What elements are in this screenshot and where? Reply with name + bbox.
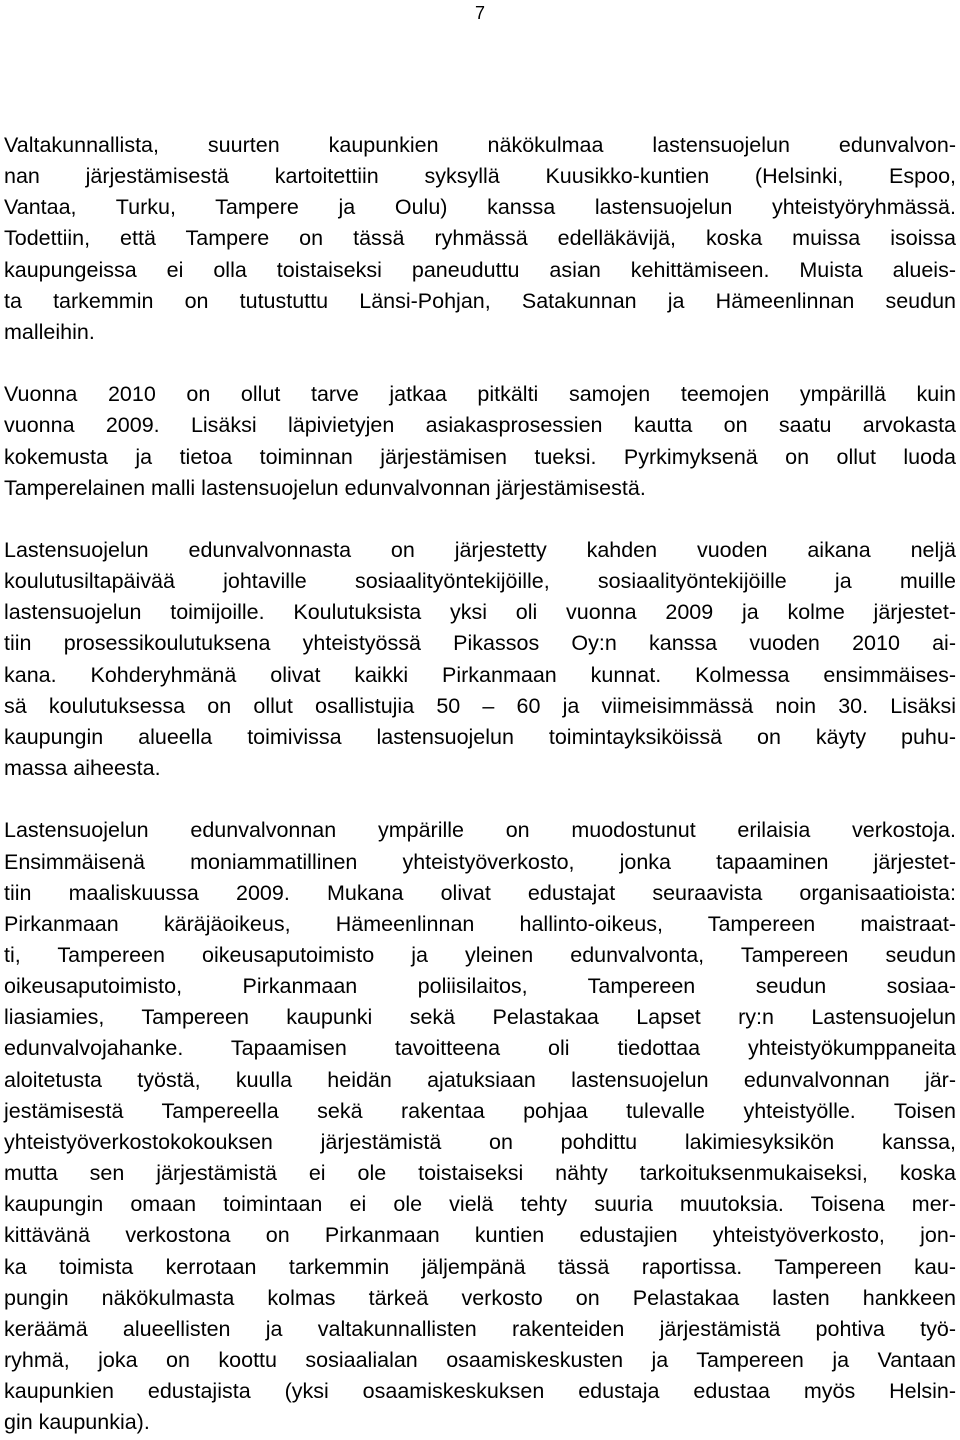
text-line: kittävänä verkostona on Pirkanmaan kuntien edustajien yhteistyöverkosto, jon- (4, 1223, 956, 1248)
text-line: Pirkanmaan käräjäoikeus, Hämeenlinnan hallinto-oikeus, Tampereen maistraat- (4, 911, 956, 936)
text-line: Valtakunnallista, suurten kaupunkien näkökulmaa lastensuojelun edunvalvon- (4, 133, 956, 157)
text-line: Tamperelainen malli lastensuojelun edunvalvonnan järjestämisestä. (4, 475, 646, 500)
text-line: Todettiin, että Tampere on tässä ryhmässä edelläkävijä, koska muissa isoissa (4, 226, 956, 251)
text-line: kaupungeissa ei olla toistaiseksi paneuduttu asian kehittämiseen. Muista alueis- (4, 257, 956, 282)
text-line: Lastensuojelun edunvalvonnan ympärille on muodostunut erilaisia verkostoja. (4, 818, 956, 843)
text-line: keräämä alueellisten ja valtakunnallisten rakenteiden järjestämistä pohtiva työ- (4, 1316, 956, 1341)
text-line: gin kaupunkia). (4, 1410, 150, 1435)
text-line: pungin näkökulmasta kolmas tärkeä verkosto on Pelastakaa lasten hankkeen (4, 1285, 956, 1310)
text-line: Ensimmäisenä moniammatillinen yhteistyöverkosto, jonka tapaaminen järjestet- (4, 849, 956, 874)
paragraph (4, 535, 956, 784)
text-line: kaupungin alueella toimivissa lastensuojelun toimintayksiköissä on käyty puhu- (4, 724, 956, 749)
paragraph (4, 130, 956, 348)
text-line: vuonna 2009. Lisäksi läpivietyjen asiakasprosessien kautta on saatu arvokasta (4, 413, 956, 438)
text-line: koulutusiltapäivää johtaville sosiaalityöntekijöille, sosiaalityöntekijöille ja muille (4, 569, 956, 594)
text-line: malleihin. (4, 319, 95, 344)
text-line: yhteistyöverkostokokouksen järjestämistä on pohdittu lakimiesyksikön kanssa, (4, 1129, 956, 1154)
text-line: mutta sen järjestämistä ei ole toistaiseksi nähty tarkoituksenmukaiseksi, koska (4, 1161, 956, 1186)
text-line: tiin prosessikoulutuksena yhteistyössä Pikassos Oy:n kanssa vuoden 2010 ai- (4, 631, 956, 656)
text-line: kaupunkien edustajista (yksi osaamiskeskuksen edustaja edustaa myös Helsin- (4, 1379, 956, 1404)
body-text (4, 130, 956, 1439)
text-line: ryhmä, joka on koottu sosiaalialan osaamiskeskusten ja Tampereen ja Vantaan (4, 1348, 956, 1373)
text-line: jestämisestä Tampereella sekä rakentaa pohjaa tulevalle yhteistyölle. Toisen (4, 1098, 956, 1123)
text-line: kana. Kohderyhmänä olivat kaikki Pirkanmaan kunnat. Kolmessa ensimmäises- (4, 662, 956, 687)
text-line: aloitetusta työstä, kuulla heidän ajatuksiaan lastensuojelun edunvalvonnan jär- (4, 1067, 956, 1092)
text-line: massa aiheesta. (4, 756, 161, 781)
text-line: ta tarkemmin on tutustuttu Länsi-Pohjan, Satakunnan ja Hämeenlinnan seudun (4, 288, 956, 313)
text-line: Vantaa, Turku, Tampere ja Oulu) kanssa lastensuojelun yhteistyöryhmässä. (4, 195, 956, 220)
text-line: tiin maaliskuussa 2009. Mukana olivat edustajat seuraavista organisaatioista: (4, 880, 956, 905)
text-line: edunvalvojahanke. Tapaamisen tavoitteena oli tiedottaa yhteistyökumppaneita (4, 1036, 956, 1061)
text-line: ti, Tampereen oikeusaputoimisto ja yleinen edunvalvonta, Tampereen seudun (4, 943, 956, 968)
text-line: Vuonna 2010 on ollut tarve jatkaa pitkälti samojen teemojen ympärillä kuin (4, 382, 956, 407)
text-line: liasiamies, Tampereen kaupunki sekä Pelastakaa Lapset ry:n Lastensuojelun (4, 1005, 956, 1030)
paragraph (4, 379, 956, 504)
text-line: nan järjestämisestä kartoitettiin syksyllä Kuusikko-kuntien (Helsinki, Espoo, (4, 164, 956, 189)
text-line: oikeusaputoimisto, Pirkanmaan poliisilaitos, Tampereen seudun sosiaa- (4, 974, 956, 999)
text-line: sä koulutuksessa on ollut osallistujia 50 – 60 ja viimeisimmässä noin 30. Lisäksi (4, 693, 956, 718)
text-line: ka toimista kerrotaan tarkemmin jäljempänä tässä raportissa. Tampereen kau- (4, 1254, 956, 1279)
text-line: kokemusta ja tietoa toiminnan järjestämisen tueksi. Pyrkimyksenä on ollut luoda (4, 444, 956, 469)
text-line: Lastensuojelun edunvalvonnasta on järjestetty kahden vuoden aikana neljä (4, 538, 956, 562)
paragraph (4, 815, 956, 1438)
text-line: lastensuojelun toimijoille. Koulutuksista yksi oli vuonna 2009 ja kolme järjestet- (4, 600, 956, 625)
text-line: kaupungin omaan toimintaan ei ole vielä tehty suuria muutoksia. Toisena mer- (4, 1192, 956, 1217)
page-number: 7 (474, 3, 485, 23)
